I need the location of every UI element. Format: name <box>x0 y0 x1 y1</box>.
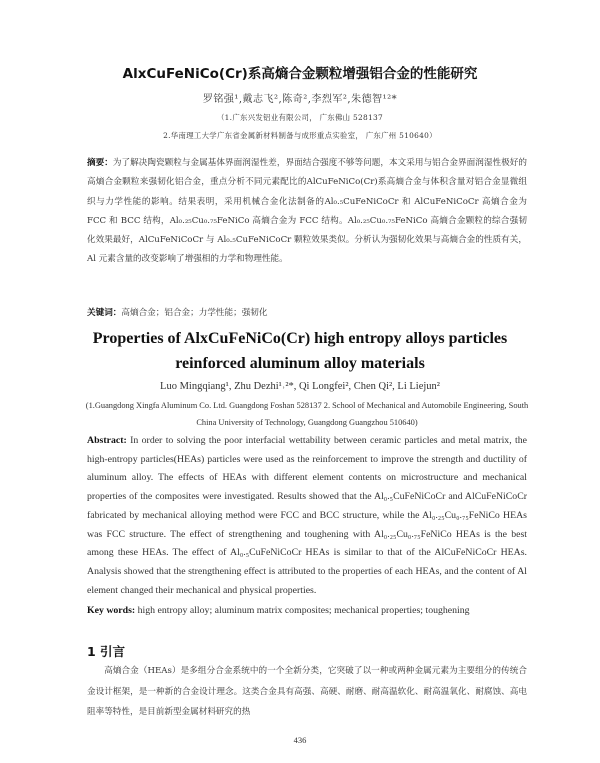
chinese-abstract-label: 摘要： <box>87 158 113 168</box>
chinese-abstract <box>87 154 527 270</box>
english-title-line-2: reinforced aluminum alloy materials <box>175 355 425 372</box>
chinese-keywords-text: 高熵合金；铝合金；力学性能；强韧化 <box>121 308 268 318</box>
english-abstract-text: In order to solving the poor interfacial wettability between ceramic particles and metal matrix, the high-entropy particles(HEAs) particles were used as the reinforcement to improve the strength and ductility of aluminum alloy. The effects of HEAs with different element contents on microstructure and mechanical properties of the composites were investigated. Results showed that the Al₀.₅CuFeNiCoCr and AlCuFeNiCoCr fabricated by mechanical alloying method were FCC and BCC structure, while the Al₀.₂₅Cu₀.₇₅FeNiCo HEAs was FCC structure. The effect of strengthening and toughening with Al₀.₂₅Cu₀.₇₅FeNiCo HEAs is the best among these HEAs. The effect of Al₀.₅CuFeNiCoCr HEAs is similar to that of the AlCuFeNiCoCr HEAs. Analysis showed that the strengthening effect is attributed to the properties of each HEAs, and the content of Al element changed their mechanical and physical properties. <box>87 435 528 596</box>
english-abstract <box>87 432 527 600</box>
chinese-authors: 罗铭强¹,戴志飞²,陈奇²,李烈军²,朱德智¹²* <box>202 94 398 105</box>
english-keywords-label: Key words: <box>87 605 136 616</box>
english-title-line-1: Properties of AlxCuFeNiCo(Cr) high entropy alloys particles <box>92 330 508 347</box>
section-heading-introduction: 1 引言 <box>87 644 126 659</box>
chinese-title: AlxCuFeNiCo(Cr)系高熵合金颗粒增强铝合金的性能研究 <box>122 66 478 82</box>
page-number: 436 <box>293 735 307 745</box>
chinese-abstract-text: 为了解决陶瓷颗粒与金属基体界面润湿性差，界面结合强度不够等问题，本文采用与铝合金界面润湿性极好的高熵合金颗粒来强韧化铝合金，重点分析不同元素配比的AlCuFeNiCo(Cr)系高熵合金与体积含量对铝合金显微组织与力学性能的影响。结果表明，采用机械合金化法制备的Al₀.₅CuFeNiCoCr 和 AlCuFeNiCoCr 高熵合金为 FCC 和 BCC 结构，Al₀.₂₅Cu₀.₇₅FeNiCo 高熵合金为 FCC 结构。Al₀.₂₅Cu₀.₇₅FeNiCo 高熵合金颗粒的综合强韧化效果最好，AlCuFeNiCoCr 与 Al₀.₅CuFeNiCoCr 颗粒效果类似。分析认为强韧化效果与高熵合金的性质有关，Al 元素含量的改变影响了增强相的力学和物理性能。 <box>87 158 527 265</box>
english-abstract-label: Abstract: <box>87 435 127 446</box>
english-affiliation: (1.Guangdong Xingfa Aluminum Co. Ltd. Guangdong Foshan 528137 2. School of Mechanical and Automobile Engineering, South China University of Technology, Guangdong Guangzhou 510640) <box>85 401 529 427</box>
chinese-keywords <box>87 306 527 318</box>
english-keywords <box>87 602 527 621</box>
chinese-keywords-label: 关键词： <box>87 308 122 318</box>
english-keywords-text: high entropy alloy; aluminum matrix composites; mechanical properties; toughening <box>137 605 470 616</box>
introduction-paragraph: 高熵合金（HEAs）是多组分合金系统中的一个全新分类，它突破了以一种或两种金属元素为主要组分的传统合金设计框架，是一种新的合金设计理念。这类合金具有高强、高硬、耐磨、耐高温软化、耐高温氧化、耐腐蚀、高电阻率等特性，是目前新型金属材料研究的热 <box>87 666 527 717</box>
english-authors: Luo Mingqiang¹, Zhu Dezhi¹˒²*, Qi Longfei², Chen Qi², Li Liejun² <box>160 381 440 392</box>
chinese-affiliation-2: 2.华南理工大学广东省金属新材料制备与成形重点实验室， 广东广州 510640） <box>163 131 437 140</box>
chinese-affiliation-1: （1.广东兴发铝业有限公司， 广东佛山 528137 <box>216 113 383 122</box>
